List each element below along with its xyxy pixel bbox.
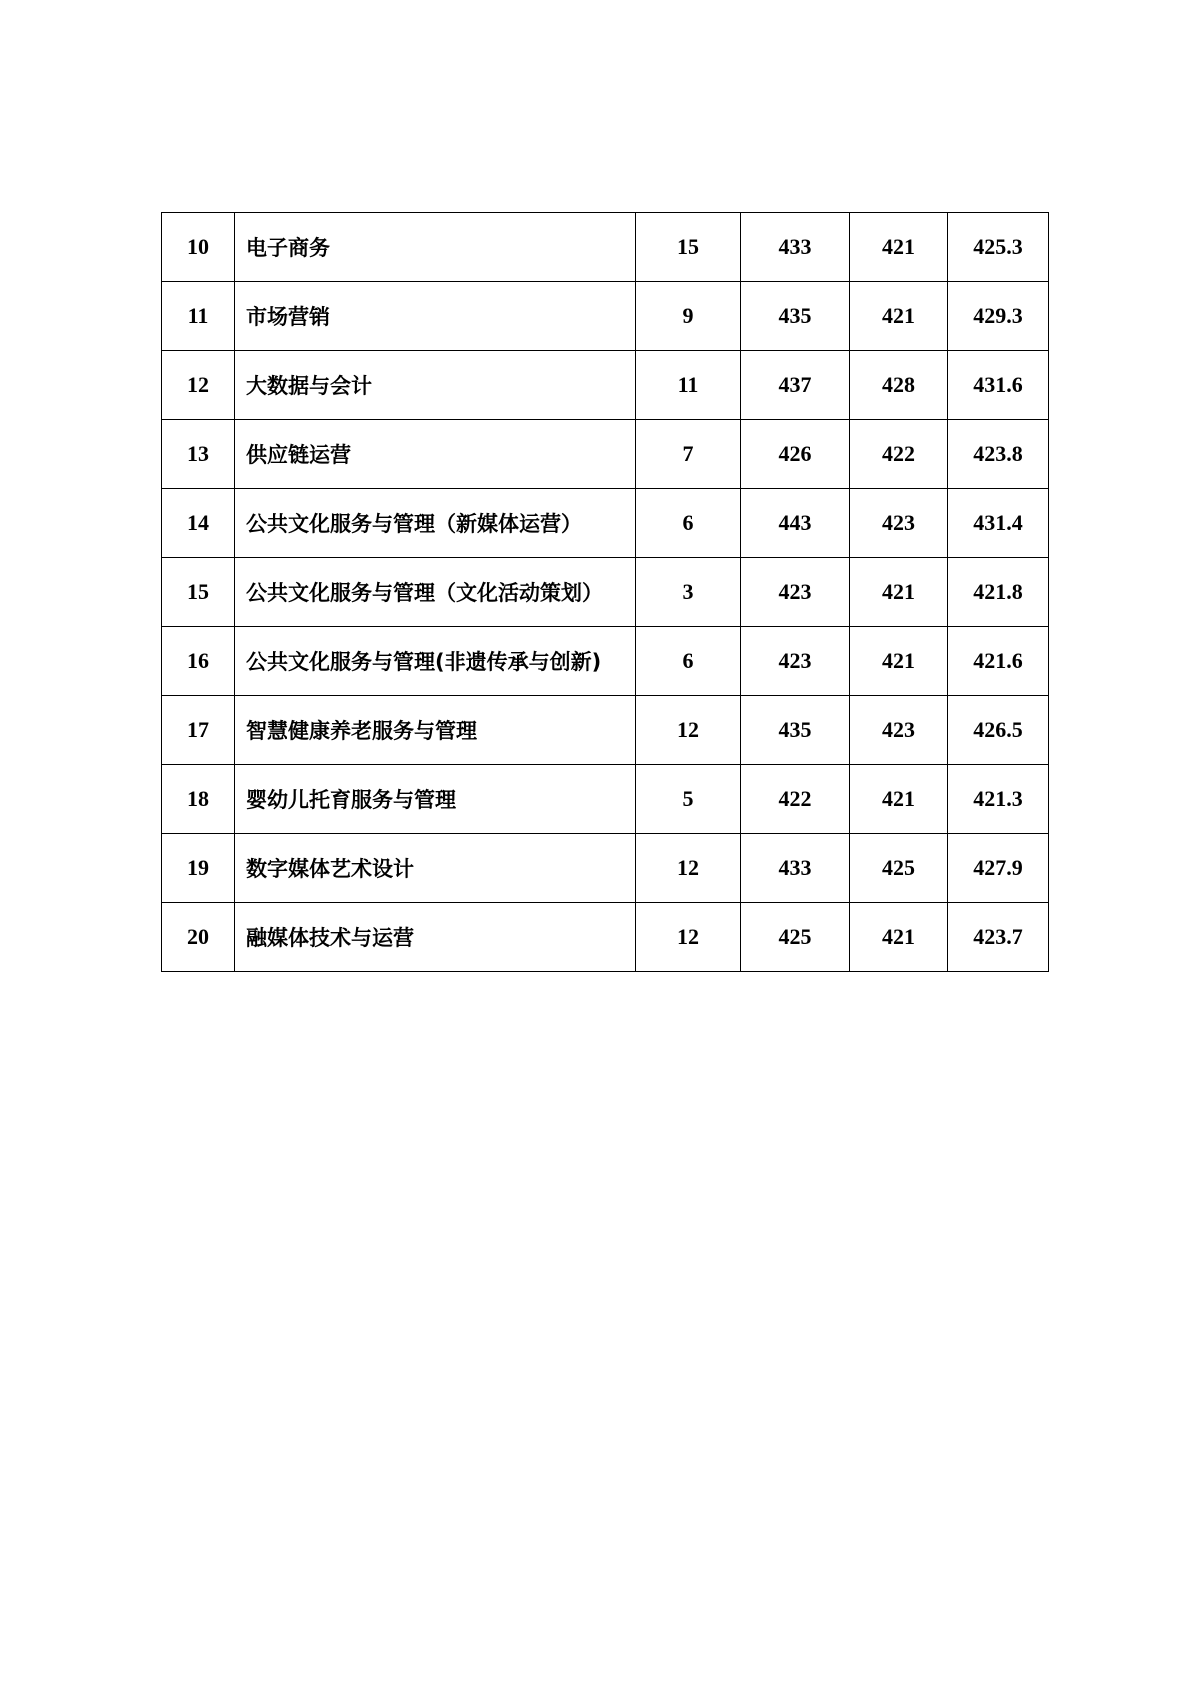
min-score: 422 (850, 420, 948, 489)
plan-count: 7 (636, 420, 741, 489)
major-name: 智慧健康养老服务与管理 (235, 696, 636, 765)
max-score: 425 (741, 903, 850, 972)
major-name: 公共文化服务与管理(非遗传承与创新) (235, 627, 636, 696)
row-number: 20 (162, 903, 235, 972)
table-row (162, 696, 1049, 765)
min-score: 421 (850, 627, 948, 696)
table-row (162, 489, 1049, 558)
avg-score: 421.3 (948, 765, 1049, 834)
major-name: 数字媒体艺术设计 (235, 834, 636, 903)
min-score: 421 (850, 282, 948, 351)
table-row (162, 903, 1049, 972)
major-name: 供应链运营 (235, 420, 636, 489)
min-score: 421 (850, 903, 948, 972)
major-name: 公共文化服务与管理（新媒体运营） (235, 489, 636, 558)
admission-scores-table (161, 212, 1049, 972)
table-row (162, 420, 1049, 489)
avg-score: 421.6 (948, 627, 1049, 696)
major-name: 市场营销 (235, 282, 636, 351)
avg-score: 431.6 (948, 351, 1049, 420)
max-score: 435 (741, 696, 850, 765)
table-body (162, 213, 1049, 972)
plan-count: 3 (636, 558, 741, 627)
avg-score: 423.7 (948, 903, 1049, 972)
min-score: 428 (850, 351, 948, 420)
plan-count: 9 (636, 282, 741, 351)
major-name: 融媒体技术与运营 (235, 903, 636, 972)
plan-count: 12 (636, 696, 741, 765)
row-number: 18 (162, 765, 235, 834)
table-row (162, 627, 1049, 696)
plan-count: 15 (636, 213, 741, 282)
avg-score: 431.4 (948, 489, 1049, 558)
major-name: 大数据与会计 (235, 351, 636, 420)
plan-count: 6 (636, 627, 741, 696)
avg-score: 427.9 (948, 834, 1049, 903)
max-score: 435 (741, 282, 850, 351)
row-number: 12 (162, 351, 235, 420)
max-score: 423 (741, 627, 850, 696)
plan-count: 6 (636, 489, 741, 558)
plan-count: 5 (636, 765, 741, 834)
table-row (162, 351, 1049, 420)
row-number: 17 (162, 696, 235, 765)
plan-count: 11 (636, 351, 741, 420)
plan-count: 12 (636, 834, 741, 903)
avg-score: 429.3 (948, 282, 1049, 351)
min-score: 421 (850, 765, 948, 834)
max-score: 423 (741, 558, 850, 627)
max-score: 437 (741, 351, 850, 420)
major-name: 公共文化服务与管理（文化活动策划） (235, 558, 636, 627)
table-row (162, 834, 1049, 903)
table-row (162, 765, 1049, 834)
row-number: 14 (162, 489, 235, 558)
table-row (162, 213, 1049, 282)
table-row (162, 282, 1049, 351)
major-name: 婴幼儿托育服务与管理 (235, 765, 636, 834)
min-score: 421 (850, 558, 948, 627)
max-score: 443 (741, 489, 850, 558)
max-score: 422 (741, 765, 850, 834)
row-number: 19 (162, 834, 235, 903)
min-score: 425 (850, 834, 948, 903)
table-row (162, 558, 1049, 627)
max-score: 433 (741, 213, 850, 282)
row-number: 15 (162, 558, 235, 627)
avg-score: 421.8 (948, 558, 1049, 627)
min-score: 423 (850, 696, 948, 765)
min-score: 421 (850, 213, 948, 282)
row-number: 16 (162, 627, 235, 696)
max-score: 426 (741, 420, 850, 489)
row-number: 11 (162, 282, 235, 351)
avg-score: 423.8 (948, 420, 1049, 489)
plan-count: 12 (636, 903, 741, 972)
max-score: 433 (741, 834, 850, 903)
min-score: 423 (850, 489, 948, 558)
avg-score: 426.5 (948, 696, 1049, 765)
row-number: 13 (162, 420, 235, 489)
major-name: 电子商务 (235, 213, 636, 282)
row-number: 10 (162, 213, 235, 282)
avg-score: 425.3 (948, 213, 1049, 282)
